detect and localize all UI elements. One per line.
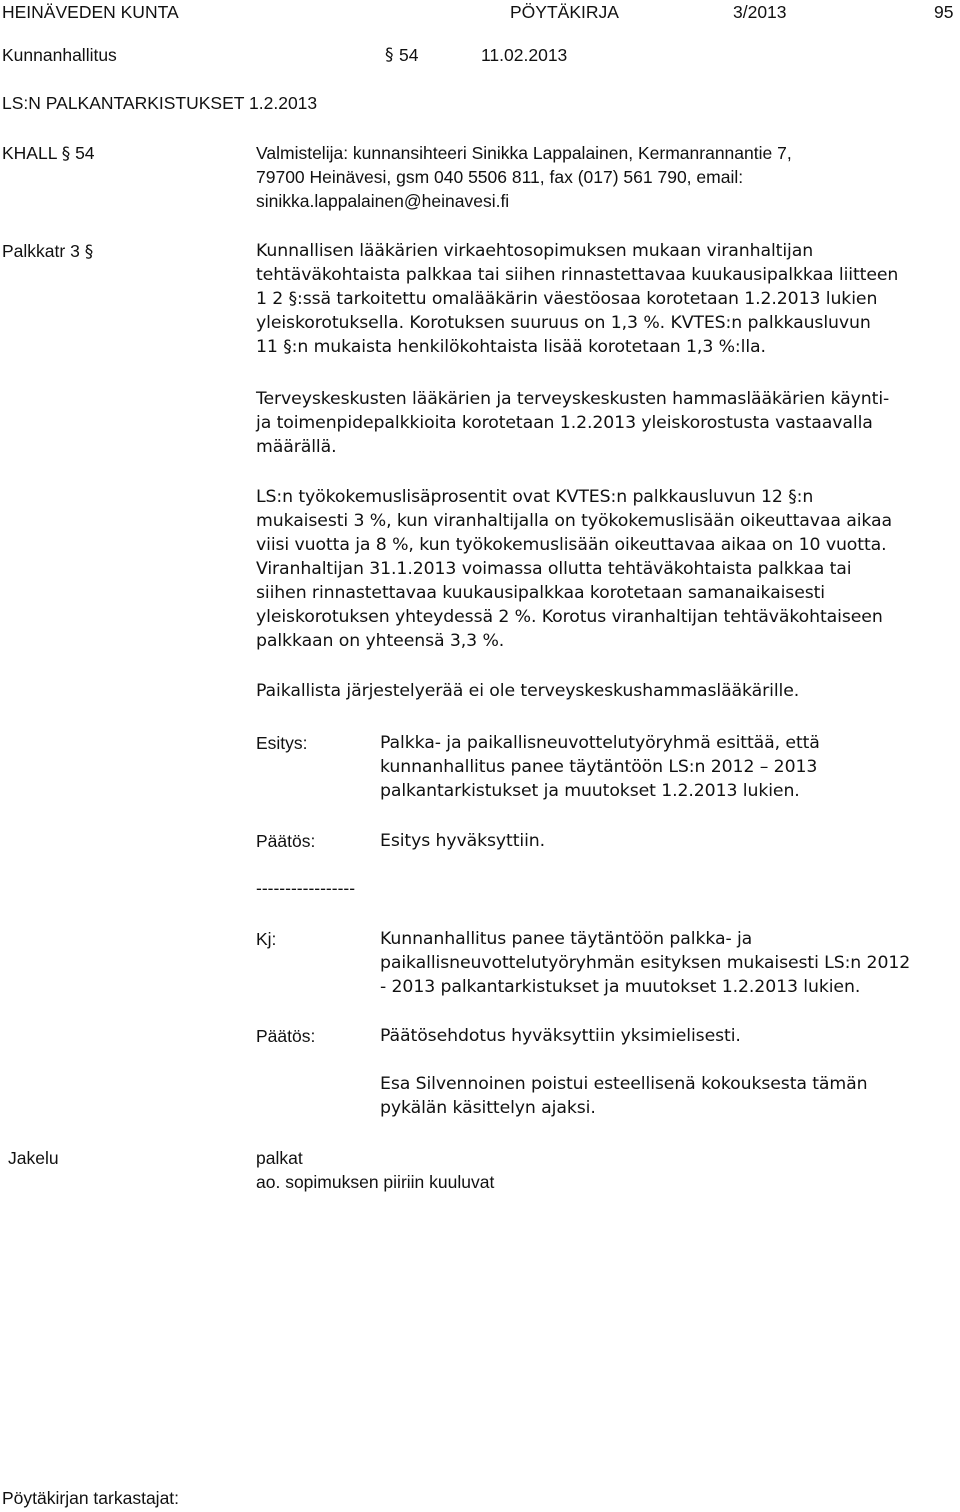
text-line: yleiskorotuksella. Korotuksen suuruus on 1,3 %. KVTES:n palkkausluvun bbox=[256, 313, 871, 333]
section-mark-icon: § bbox=[385, 45, 394, 65]
page-title: LS:N PALKANTARKISTUKSET 1.2.2013 bbox=[2, 93, 318, 113]
document-type: PÖYTÄKIRJA bbox=[510, 2, 619, 22]
list-item: ao. sopimuksen piiriin kuuluvat bbox=[256, 1172, 495, 1192]
text-line: mukaisesti 3 %, kun viranhaltijalla on työkokemuslisään oikeuttavaa aikaa bbox=[256, 511, 893, 531]
palkkatr-label bbox=[2, 241, 93, 262]
divider: ----------------- bbox=[256, 878, 356, 898]
body-name: Kunnanhallitus bbox=[2, 45, 117, 65]
section-mark-icon: § bbox=[288, 289, 297, 309]
section-mark-icon: § bbox=[84, 242, 94, 262]
text-fragment: :n bbox=[796, 487, 814, 507]
text-line: paikallisneuvottelutyöryhmän esityksen mukaisesti LS:n 2012 bbox=[380, 953, 911, 973]
text-fragment: :ssä tarkoitettu omalääkärin väestöosaa korotetaan 1.2.2013 lukien bbox=[297, 289, 878, 309]
text-line: määrällä. bbox=[256, 437, 337, 457]
text-line: Esa Silvennoinen poistui esteellisenä kokouksesta tämän bbox=[380, 1074, 868, 1094]
text-line: Paikallista järjestelyerää ei ole terveyskeskushammaslääkärille. bbox=[256, 681, 800, 701]
jakelu-label: Jakelu bbox=[8, 1148, 59, 1168]
khall-label-text: KHALL bbox=[2, 143, 57, 163]
paatos-text: Päätösehdotus hyväksyttiin yksimielisesti. bbox=[380, 1026, 741, 1046]
text-line: Kunnallisen lääkärien virkaehtosopimuksen mukaan viranhaltijan bbox=[256, 241, 814, 261]
section-mark-icon: § bbox=[283, 337, 292, 357]
text-line: palkkaan on yhteensä 3,3 %. bbox=[256, 631, 505, 651]
municipality-name: HEINÄVEDEN KUNTA bbox=[2, 2, 179, 22]
text-line: viisi vuotta ja 8 %, kun työkokemuslisään oikeuttavaa aikaa on 10 vuotta. bbox=[256, 535, 887, 555]
kj-label: Kj: bbox=[256, 929, 277, 949]
text-line: siihen rinnastettavaa kuukausipalkkaa korotetaan samanaikaisesti bbox=[256, 583, 826, 603]
document-number: 3/2013 bbox=[733, 2, 787, 22]
text-line: kunnanhallitus panee täytäntöön LS:n 2012 – 2013 bbox=[380, 757, 818, 777]
paatos-label: Päätös: bbox=[256, 831, 316, 851]
text-line: palkantarkistukset ja muutokset 1.2.2013 lukien. bbox=[380, 781, 800, 801]
meeting-date: 11.02.2013 bbox=[481, 45, 568, 65]
text-line: Terveyskeskusten lääkärien ja terveyskeskusten hammaslääkärien käynti- bbox=[256, 389, 890, 409]
section-mark-icon: § bbox=[61, 144, 71, 164]
text-line bbox=[256, 337, 766, 357]
text-line bbox=[256, 487, 813, 507]
text-line: Kunnanhallitus panee täytäntöön palkka- ja bbox=[380, 929, 753, 949]
text-line: tehtäväkohtaista palkkaa tai siihen rinnastettavaa kuukausipalkkaa liitteen bbox=[256, 265, 899, 285]
text-line: ja toimenpidepalkkioita korotetaan 1.2.2013 yleiskorostusta vastaavalla bbox=[256, 413, 873, 433]
section-mark-icon: § bbox=[788, 487, 797, 507]
text-line: yleiskorotuksen yhteydessä 2 %. Korotus viranhaltijan tehtäväkohtaiseen bbox=[256, 607, 883, 627]
footer-reviewers-label: Pöytäkirjan tarkastajat: bbox=[2, 1488, 180, 1508]
text-line: Palkka- ja paikallisneuvottelutyöryhmä esittää, että bbox=[380, 733, 820, 753]
text-fragment: LS:n työkokemuslisäprosentit ovat KVTES:n palkkausluvun 12 bbox=[256, 487, 783, 507]
text-fragment: :n mukaista henkilökohtaista lisää korotetaan 1,3 %:lla. bbox=[291, 337, 766, 357]
text-line: pykälän käsittelyn ajaksi. bbox=[380, 1098, 596, 1118]
page-number: 95 bbox=[934, 2, 954, 22]
esitys-label: Esitys: bbox=[256, 733, 308, 753]
section-number: 54 bbox=[399, 45, 419, 65]
khall-line: sinikka.lappalainen@heinavesi.fi bbox=[256, 191, 510, 211]
palkkatr-label-text: Palkkatr 3 bbox=[2, 241, 80, 261]
paatos-text: Esitys hyväksyttiin. bbox=[380, 831, 546, 851]
khall-label bbox=[2, 143, 95, 164]
paatos-label: Päätös: bbox=[256, 1026, 316, 1046]
text-line bbox=[256, 289, 877, 309]
khall-number: 54 bbox=[75, 143, 95, 163]
khall-line: 79700 Heinävesi, gsm 040 5506 811, fax (017) 561 790, email: bbox=[256, 167, 744, 187]
khall-line: Valmistelija: kunnansihteeri Sinikka Lappalainen, Kermanrannantie 7, bbox=[256, 143, 792, 163]
text-line: Viranhaltijan 31.1.2013 voimassa ollutta tehtäväkohtaista palkkaa tai bbox=[256, 559, 852, 579]
text-fragment: 11 bbox=[256, 337, 278, 357]
list-item: palkat bbox=[256, 1148, 303, 1168]
text-line: - 2013 palkantarkistukset ja muutokset 1.2.2013 lukien. bbox=[380, 977, 861, 997]
text-fragment: 1 2 bbox=[256, 289, 284, 309]
